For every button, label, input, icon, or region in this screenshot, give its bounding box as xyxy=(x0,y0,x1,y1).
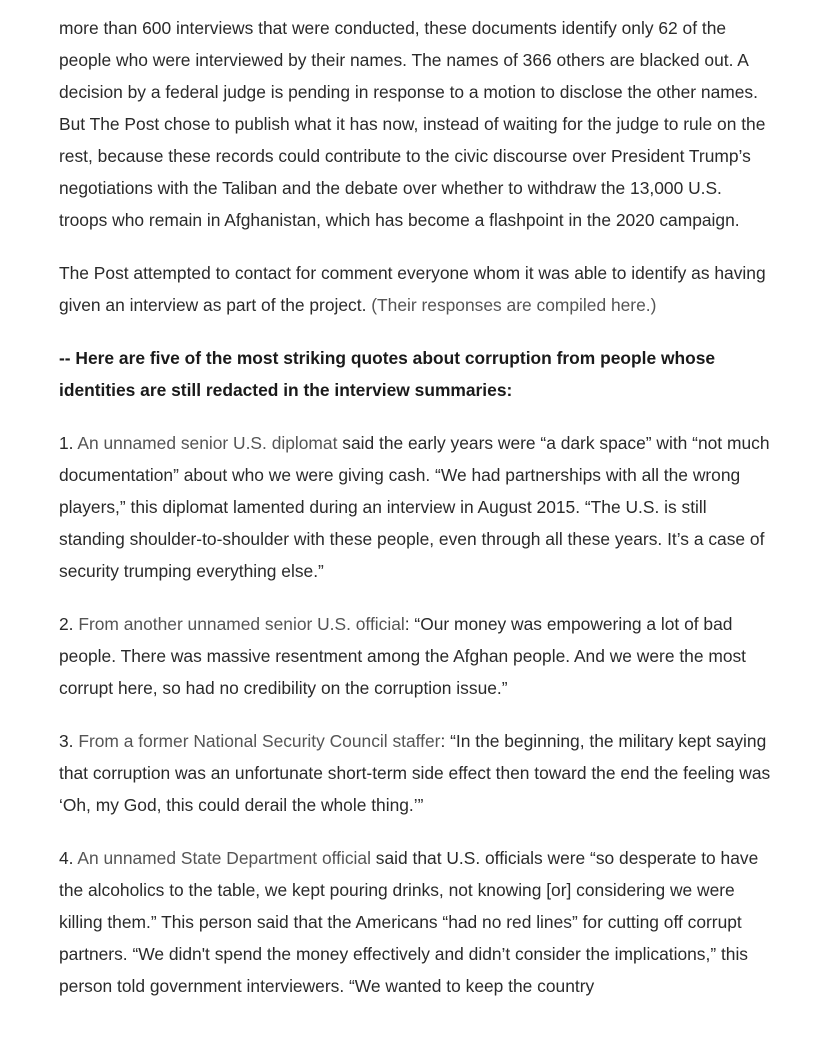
text-segment: said that U.S. officials were “so desperate to have the alcoholics to the table, we kept pouring drinks, not knowing [or] considering we were killing them.” This person said that the Americans “had no red lines” for cutting off corrupt partners. “We didn't spend the money effectively and didn’t consider the implications,” this person told government interviewers. “We wanted to keep the country xyxy=(59,848,759,996)
text-segment: : “In the beginning, the military kept saying that corruption was an unfortunate short-term side effect then toward the end the feeling was ‘Oh, my God, this could derail the whole thing.’” xyxy=(59,731,771,815)
responses-link[interactable]: (Their responses are compiled here.) xyxy=(371,295,657,315)
quote-item-4 xyxy=(59,842,771,1002)
text-segment: said the early years were “a dark space” with “not much documentation” about who we were giving cash. “We had partnerships with all the wrong players,” this diplomat lamented during an interview in August 2015. “The U.S. is still standing shoulder-to-shoulder with these people, even through all these years. It’s a case of security trumping everything else.” xyxy=(59,433,770,581)
item-number: 3. xyxy=(59,731,79,751)
item-number: 2. xyxy=(59,614,79,634)
source-link-state-dept[interactable]: An unnamed State Department official xyxy=(77,848,371,868)
source-link-official[interactable]: From another unnamed senior U.S. official xyxy=(78,614,405,634)
source-link-diplomat[interactable]: An unnamed senior U.S. diplomat xyxy=(77,433,338,453)
quote-item-2 xyxy=(59,608,771,704)
source-link-nsc-staffer[interactable]: From a former National Security Council staffer xyxy=(78,731,441,751)
paragraph-contact-note xyxy=(59,257,771,321)
item-number: 1. xyxy=(59,433,78,453)
text-segment: more than 600 interviews that were conducted, these documents identify only 62 of the people who were interviewed by their names. The names of 366 others are blacked out. A decision by a federal judge is pending in response to a motion to disclose the other names. But The Post chose to publish what it has now, instead of waiting for the judge to rule on the rest, because these records could contribute to the civic discourse over President Trump’s negotiations with the Taliban and the debate over whether to withdraw the 13,000 U.S. troops who remain in Afghanistan, which has become a flashpoint in the 2020 campaign. xyxy=(59,18,766,230)
quote-item-3 xyxy=(59,725,771,821)
text-segment: : “Our money was empowering a lot of bad people. There was massive resentment among the Afghan people. And we were the most corrupt here, so had no credibility on the corruption issue.” xyxy=(59,614,747,698)
section-intro-heading xyxy=(59,342,771,406)
item-number: 4. xyxy=(59,848,78,868)
text-segment: -- Here are five of the most striking quotes about corruption from people whose identities are still redacted in the interview summaries: xyxy=(59,348,716,400)
text-segment: The Post attempted to contact for comment everyone whom it was able to identify as having given an interview as part of the project. xyxy=(59,263,766,315)
quote-item-1 xyxy=(59,427,771,587)
article-body xyxy=(59,12,771,1023)
paragraph-redaction-context xyxy=(59,12,771,236)
